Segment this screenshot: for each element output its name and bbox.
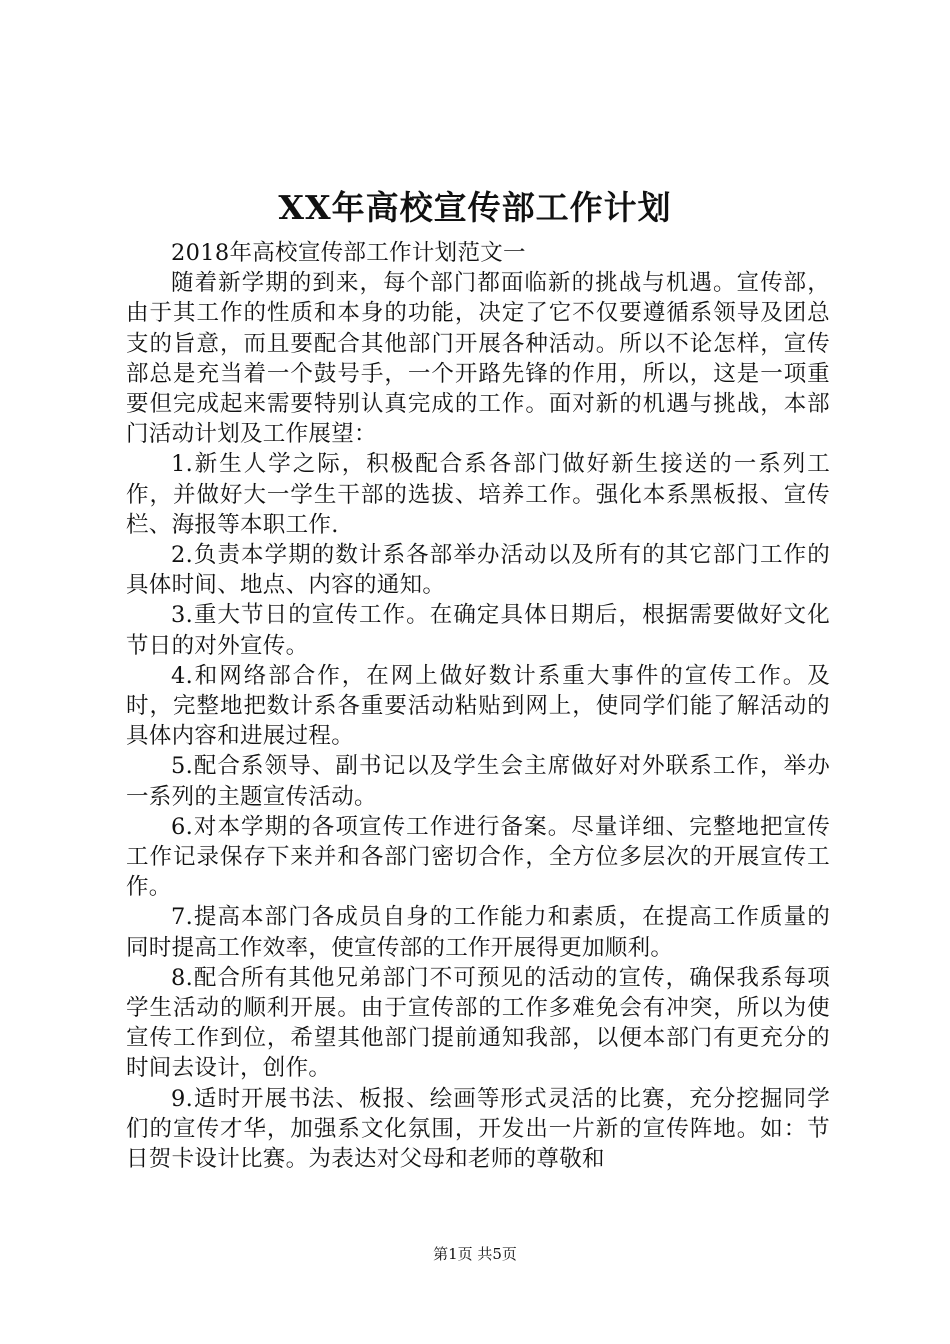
document-title: XX年高校宣传部工作计划 xyxy=(278,188,672,227)
document-body xyxy=(126,238,830,1174)
paragraph-item-2: 2.负责本学期的数计系各部举办活动以及所有的其它部门工作的具体时间、地点、内容的通知。 xyxy=(126,542,830,599)
document-subtitle: 2018年高校宣传部工作计划范文一 xyxy=(171,240,526,266)
paragraph-item-6: 6.对本学期的各项宣传工作进行备案。尽量详细、完整地把宣传工作记录保存下来并和各部门密切合作，全方位多层次的开展宣传工作。 xyxy=(126,813,830,901)
paragraph-item-4: 4.和网络部合作，在网上做好数计系重大事件的宣传工作。及时，完整地把数计系各重要活动粘贴到网上，使同学们能了解活动的具体内容和进展过程。 xyxy=(126,662,830,750)
paragraph-item-8: 8.配合所有其他兄弟部门不可预见的活动的宣传，确保我系每项学生活动的顺利开展。由于宣传部的工作多难免会有冲突，所以为使宣传工作到位，希望其他部门提前通知我部，以便本部门有更充分的时间去设计，创作。 xyxy=(126,964,830,1082)
paragraph-item-5: 5.配合系领导、副书记以及学生会主席做好对外联系工作，举办一系列的主题宣传活动。 xyxy=(126,753,830,810)
paragraph-item-1: 1.新生人学之际，积极配合系各部门做好新生接送的一系列工作，并做好大一学生干部的选拔、培养工作。强化本系黑板报、宣传栏、海报等本职工作. xyxy=(126,451,830,538)
page-number-footer: 第1页 共5页 xyxy=(433,1245,517,1263)
paragraph-item-3: 3.重大节日的宣传工作。在确定具体日期后，根据需要做好文化节日的对外宣传。 xyxy=(126,602,830,659)
paragraph-intro: 随着新学期的到来，每个部门都面临新的挑战与机遇。宣传部，由于其工作的性质和本身的功能，决定了它不仅要遵循系领导及团总支的旨意，而且要配合其他部门开展各种活动。所以不论怎样，宣传部总是充当着一个鼓号手，一个开路先锋的作用，所以，这是一项重要但完成起来需要特别认真完成的工作。面对新的机遇与挑战，本部门活动计划及工作展望： xyxy=(126,270,830,448)
paragraph-item-7: 7.提高本部门各成员自身的工作能力和素质，在提高工作质量的同时提高工作效率，使宣传部的工作开展得更加顺利。 xyxy=(126,904,830,961)
paragraph-item-9: 9.适时开展书法、板报、绘画等形式灵活的比赛，充分挖掘同学们的宣传才华，加强系文化氛围，开发出一片新的宣传阵地。如：节日贺卡设计比赛。为表达对父母和老师的尊敬和 xyxy=(126,1085,830,1173)
